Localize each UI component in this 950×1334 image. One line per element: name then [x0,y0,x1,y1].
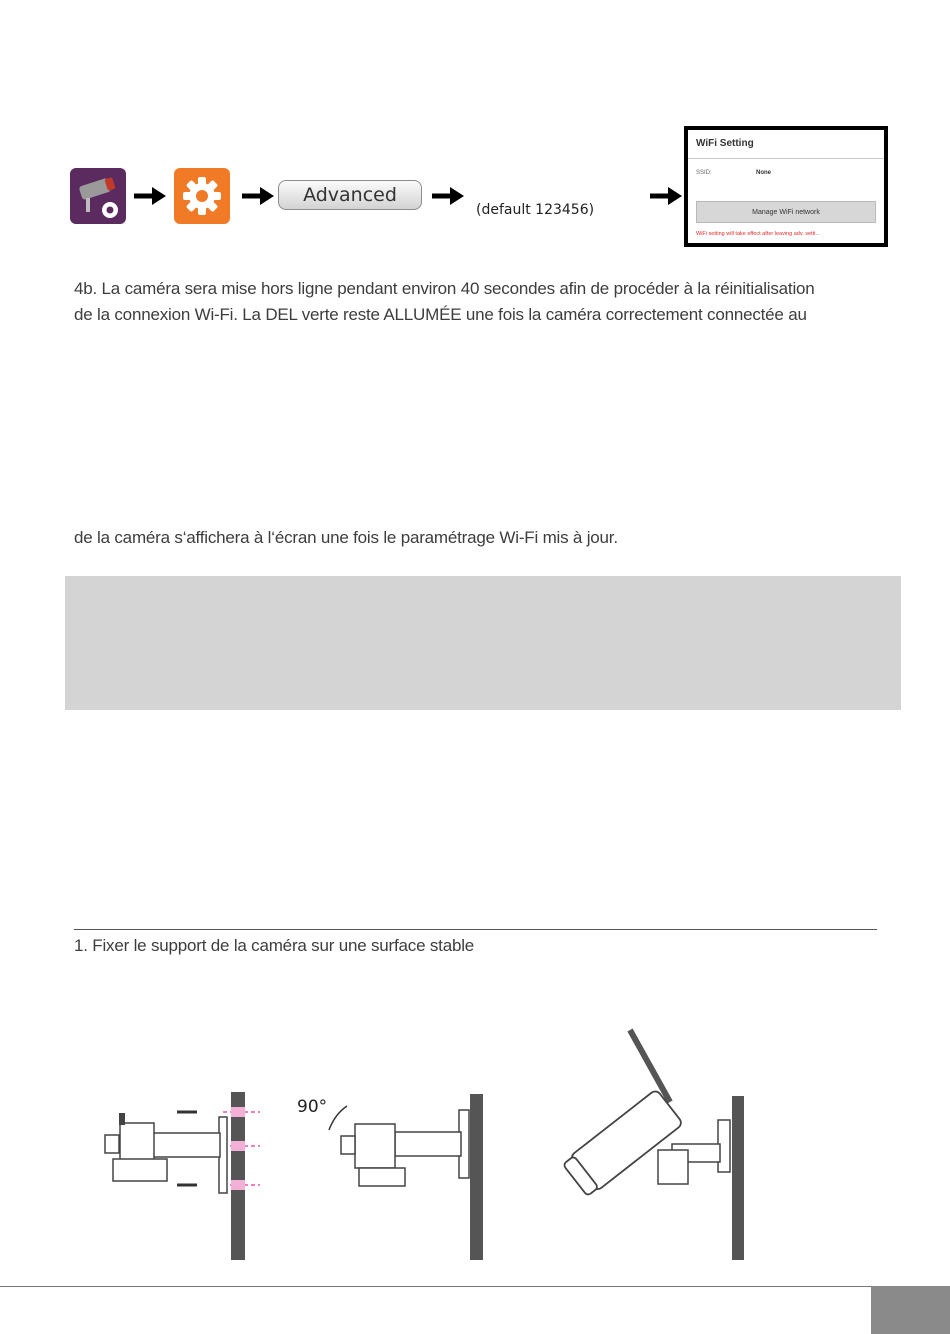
arrow-right-icon [240,184,276,208]
page-number-tab [871,1286,950,1334]
manage-wifi-button[interactable]: Manage WiFi network [696,201,876,223]
bracket-screws-figure [95,1085,270,1260]
wifi-warning-text: WiFi setting will take effect after leaving adv. setti... [696,231,820,237]
bracket-rotate-figure [325,1090,485,1260]
arrow-right-icon [430,184,466,208]
ssid-value: None [756,170,771,176]
rotation-angle-label: 90° [297,1097,328,1117]
camera-update-text: de la caméra s‘affichera à l‘écran une fois le paramétrage Wi-Fi mis à jour. [74,528,618,547]
camera-mounted-figure [560,1020,760,1265]
wifi-setting-title: WiFi Setting [696,138,754,149]
step-1-text: 1. Fixer le support de la caméra sur une surface stable [74,936,475,955]
footer-rule [0,1286,871,1287]
divider [688,158,884,159]
arrow-right-icon [132,184,168,208]
default-password-note: (default 123456) [476,202,595,218]
wifi-setting-screenshot [684,126,888,247]
gear-icon [174,168,230,224]
ssid-label: SSID: [696,170,712,176]
camera-settings-icon [70,168,126,224]
section-rule [74,929,877,930]
arrow-right-icon [648,184,684,208]
advanced-button[interactable]: Advanced [278,180,422,210]
paragraph-4b-line2: de la connexion Wi-Fi. La DEL verte reste ALLUMÉE une fois la caméra correctement connectée au [74,305,807,324]
paragraph-4b-line1: 4b. La caméra sera mise hors ligne pendant environ 40 secondes afin de procéder à la réinitialisation [74,279,815,298]
note-box [65,576,901,710]
